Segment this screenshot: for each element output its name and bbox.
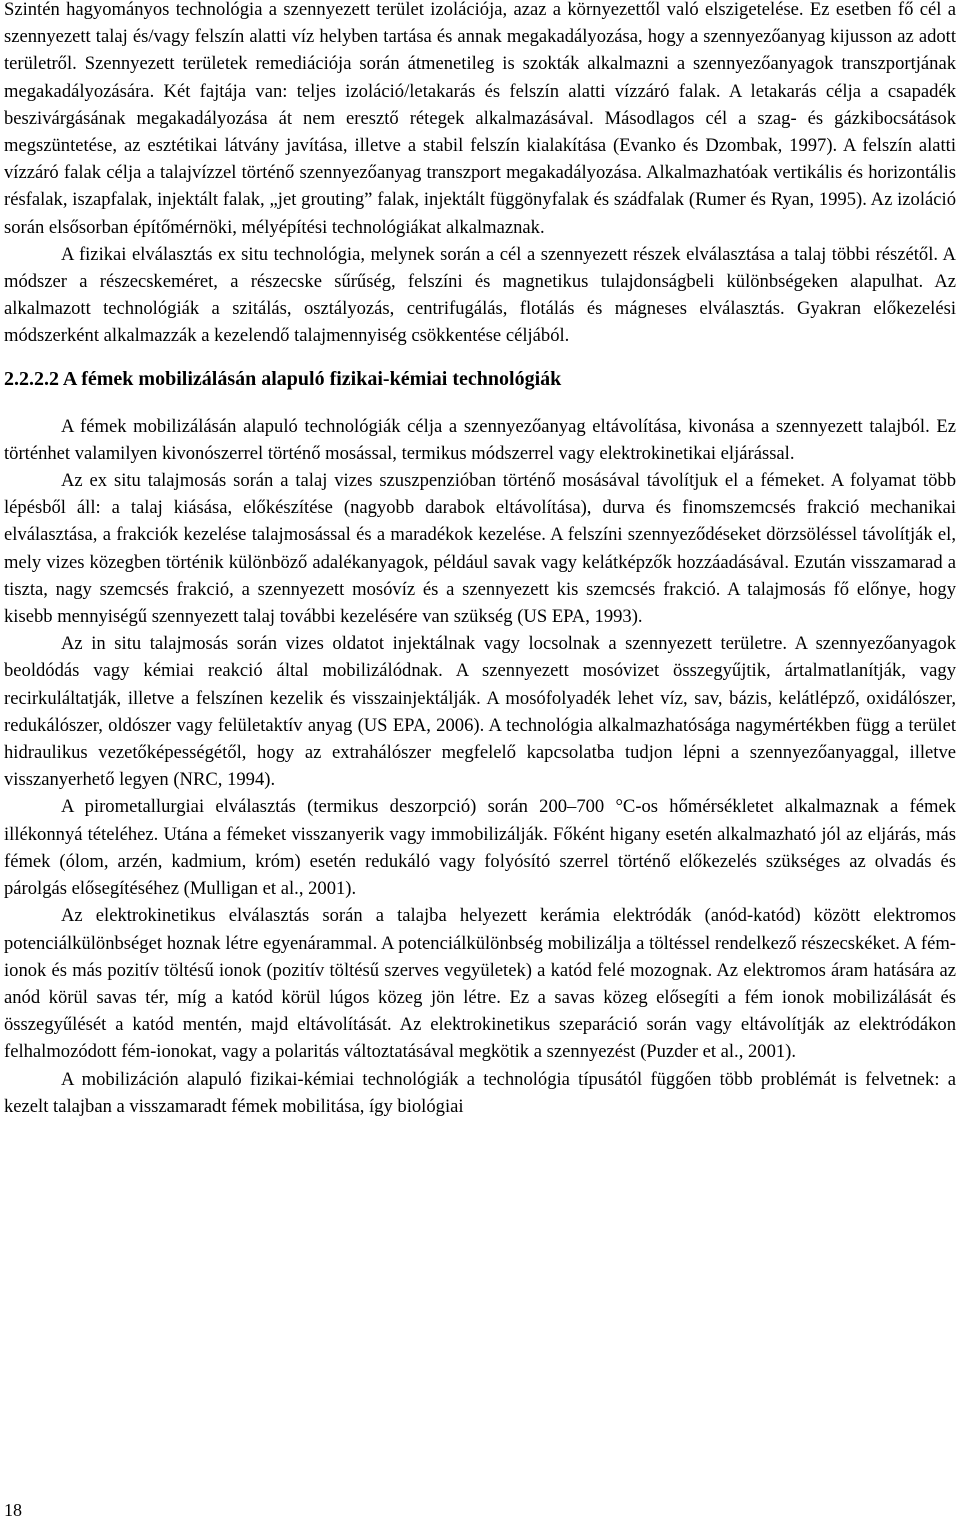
paragraph: A fémek mobilizálásán alapuló technológiák célja a szennyezőanyag eltávolítása, kivonása a szennyezett talajból. Ez történhet valamilyen kivonószerrel történő mosással, termikus módszerrel vagy elektrokinetikai eljárással.: [4, 415, 956, 464]
body-text: [4, 0, 956, 1120]
paragraph: Szintén hagyományos technológia a szennyezett terület izolációja, azaz a környezettől való elszigetelése. Ez esetben fő cél a szennyezett talaj és/vagy felszín alatti víz helyben tartása és annak megakadályozása, hogy a szennyezőanyag kijusson az adott területről. Szennyezett területek remediációja során átmenetileg is szokták alkalmazni a szennyezőanyagok transzportjának megakadályozására. Két fajtája van: teljes izoláció/letakarás és felszín alatti vízzáró falak. A letakarás célja a csapadék beszivárgásának megakadályozása át nem eresztő rétegek alkalmazásával. Másodlagos cél a szag- és gázkibocsátások megszüntetése, az esztétikai látvány javítása, illetve a stabil felszín kialakítása (Evanko és Dzombak, 1997). A felszín alatti vízzáró falak célja a talajvízzel történő szennyezőanyag transzport megakadályozása. Alkalmazhatóak vertikális és horizontális résfalak, iszapfalak, injektált falak, „jet grouting” falak, injektált függönyfalak és szádfalak (Rumer és Ryan, 1995). Az izoláció során elsősorban építőmérnöki, mélyépítési technológiákat alkalmaznak.: [4, 0, 956, 238]
paragraph: Az ex situ talajmosás során a talaj vizes szuszpenzióban történő mosásával távolítjuk el a fémeket. A folyamat több lépésből áll: a talaj kiásása, előkészítése (nagyobb darabok eltávolítása), durva és finomszemcsés frakció mechanikai elválasztása, a frakciók kezelése talajmosással és a maradékok kezelése. A felszíni szennyeződéseket dörzsöléssel távolítják el, mely vizes közegben történik különböző adalékanyagok, például savak vagy kelátképzők hozzáadásával. Ezután visszamarad a tiszta, nagy szemcsés frakció, a szennyezett mosóvíz és a szennyezett kis szemcsés frakció. A talajmosás fő előnye, hogy kisebb mennyiségű szennyezett talaj további kezelésére van szükség (US EPA, 1993).: [4, 470, 956, 628]
page-number: 18: [4, 1500, 22, 1520]
paragraph: A fizikai elválasztás ex situ technológia, melynek során a cél a szennyezett részek elválasztása a talaj többi részétől. A módszer a részecskeméret, a részecske sűrűség, felszíni és magnetikus tulajdonságbeli különbségeken alapulhat. Az alkalmazott technológiák a szitálás, osztályozás, centrifugálás, flotálás és mágneses elválasztás. Gyakran előkezelési módszerként alkalmazzák a kezelendő talajmennyiség csökkentése céljából.: [4, 243, 956, 347]
paragraph: Az elektrokinetikus elválasztás során a talajba helyezett kerámia elektródák (anód-katód) között elektromos potenciálkülönbséget hoznak létre egyenárammal. A potenciálkülönbség mobilizálja a töltéssel rendelkező részecskéket. A fém-ionok és más pozitív töltésű ionok (pozitív töltésű szerves vegyületek) a katód felé mozognak. Az elektromos áram hatására az anód körül savas tér, míg a katód körül lúgos közeg jön létre. Ez a savas közeg elősegíti a fém ionok mobilizálását és összegyűlését a katód mentén, majd eltávolítását. Az elektrokinetikus szeparáció során vagy eltávolítják az elektródákon felhalmozódott fém-ionokat, vagy a polaritás változtatásával megkötik a szennyezést (Puzder et al., 2001).: [4, 905, 956, 1063]
paragraph: A mobilizáción alapuló fizikai-kémiai technológiák a technológia típusától függően több problémát is felvetnek: a kezelt talajban a visszamaradt fémek mobilitása, így biológiai: [4, 1068, 956, 1117]
section-heading: 2.2.2.2 A fémek mobilizálásán alapuló fizikai-kémiai technológiák: [4, 367, 562, 390]
paragraph: A pirometallurgiai elválasztás (termikus deszorpció) során 200–700 °C-os hőmérsékletet alkalmaznak a fémek illékonnyá tételéhez. Utána a fémeket visszanyerik vagy immobilizálják. Főként higany esetén alkalmazható jól az eljárás, más fémek (ólom, arzén, kadmium, króm) esetén redukáló vagy folyósító szerrel történő előkezelés szükséges az olvadás és párolgás elősegítéséhez (Mulligan et al., 2001).: [4, 796, 956, 900]
paragraph: Az in situ talajmosás során vizes oldatot injektálnak vagy locsolnak a szennyezett területre. A szennyezőanyagok beoldódás vagy kémiai reakció által mobilizálódnak. A szennyezett mosóvizet összegyűjtik, ártalmatlanítják, vagy recirkuláltatják, illetve a felszínen kezelik és visszainjektálják. A mosófolyadék lehet víz, sav, bázis, kelátlépző, oxidálószer, redukálószer, oldószer vagy felületaktív anyag (US EPA, 2006). A technológia alkalmazhatósága nagymértékben függ a terület hidraulikus vezetőképességétől, hogy az extrahálószer megfelelő kapcsolatba tudjon lépni a szennyezőanyaggal, illetve visszanyerhető legyen (NRC, 1994).: [4, 633, 956, 791]
